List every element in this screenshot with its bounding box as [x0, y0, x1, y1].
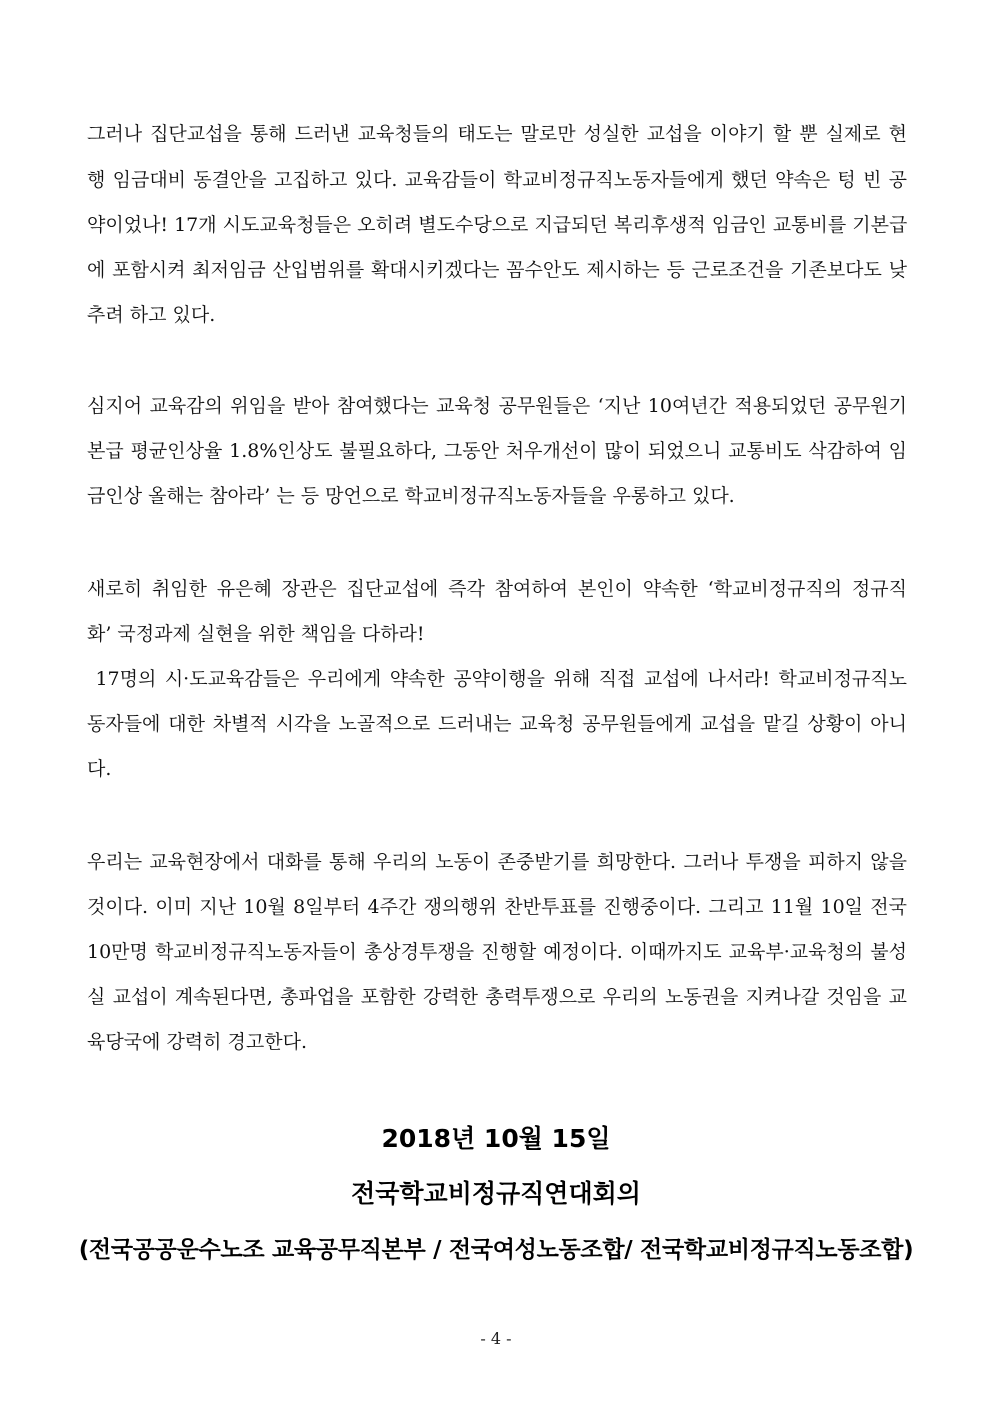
paragraph-4-line-5: 육당국에 강력히 경고한다. — [87, 1031, 308, 1053]
paragraph-2-line-1: 심지어 교육감의 위임을 받아 참여했다는 교육청 공무원들은 ‘지난 10여년간 적용되었던 공무원기 — [87, 395, 907, 417]
paragraph-3-line-5: 다. — [87, 758, 112, 780]
paragraph-3-line-4: 동자들에 대한 차별적 시각을 노골적으로 드러내는 교육청 공무원들에게 교섭을 맡길 상황이 아니 — [87, 713, 907, 735]
paragraph-4-line-1: 우리는 교육현장에서 대화를 통해 우리의 노동이 존중받기를 희망한다. 그러나 투쟁을 피하지 않을 — [87, 851, 907, 873]
paragraph-3-line-3: 17명의 시·도교육감들은 우리에게 약속한 공약이행을 위해 직접 교섭에 나서라! 학교비정규직노 — [87, 668, 907, 690]
paragraph-3-line-1: 새로히 취임한 유은혜 장관은 집단교섭에 즉각 참여하여 본인이 약속한 ‘학교비정규직의 정규직 — [87, 578, 907, 600]
paragraph-1-line-1: 그러나 집단교섭을 통해 드러낸 교육청들의 태도는 말로만 성실한 교섭을 이야기 할 뿐 실제로 현 — [87, 123, 907, 145]
paragraph-2-line-2: 본급 평균인상율 1.8%인상도 불필요하다, 그동안 처우개선이 많이 되었으니 교통비도 삭감하여 임 — [87, 440, 907, 462]
paragraph-4-line-3: 10만명 학교비정규직노동자들이 총상경투쟁을 진행할 예정이다. 이때까지도 교육부·교육청의 불성 — [87, 941, 907, 963]
page-number: - 4 - — [480, 1329, 512, 1348]
signature-organization: 전국학교비정규직연대회의 — [351, 1179, 641, 1208]
paragraph-4-line-4: 실 교섭이 계속된다면, 총파업을 포함한 강력한 총력투쟁으로 우리의 노동권을 지켜나갈 것임을 교 — [87, 986, 907, 1008]
paragraph-1-line-5: 추려 하고 있다. — [87, 304, 216, 326]
paragraph-4-line-2: 것이다. 이미 지난 10월 8일부터 4주간 쟁의행위 찬반투표를 진행중이다. 그리고 11월 10일 전국 — [87, 896, 907, 918]
signature-members: (전국공공운수노조 교육공무직본부 / 전국여성노동조합/ 전국학교비정규직노동조합) — [78, 1237, 914, 1263]
paragraph-2-line-3: 금인상 올해는 참아라’ 는 등 망언으로 학교비정규직노동자들을 우롱하고 있다. — [87, 485, 735, 507]
paragraph-1-line-2: 행 임금대비 동결안을 고집하고 있다. 교육감들이 학교비정규직노동자들에게 했던 약속은 텅 빈 공 — [87, 169, 907, 191]
paragraph-1-line-4: 에 포함시켜 최저임금 산입범위를 확대시키겠다는 꼼수안도 제시하는 등 근로조건을 기존보다도 낮 — [87, 259, 907, 281]
paragraph-3-line-2: 화’ 국정과제 실현을 위한 책임을 다하라! — [87, 623, 425, 645]
signature-date: 2018년 10월 15일 — [381, 1124, 611, 1153]
paragraph-1-line-3: 약이었나! 17개 시도교육청들은 오히려 별도수당으로 지급되던 복리후생적 임금인 교통비를 기본급 — [87, 214, 908, 236]
